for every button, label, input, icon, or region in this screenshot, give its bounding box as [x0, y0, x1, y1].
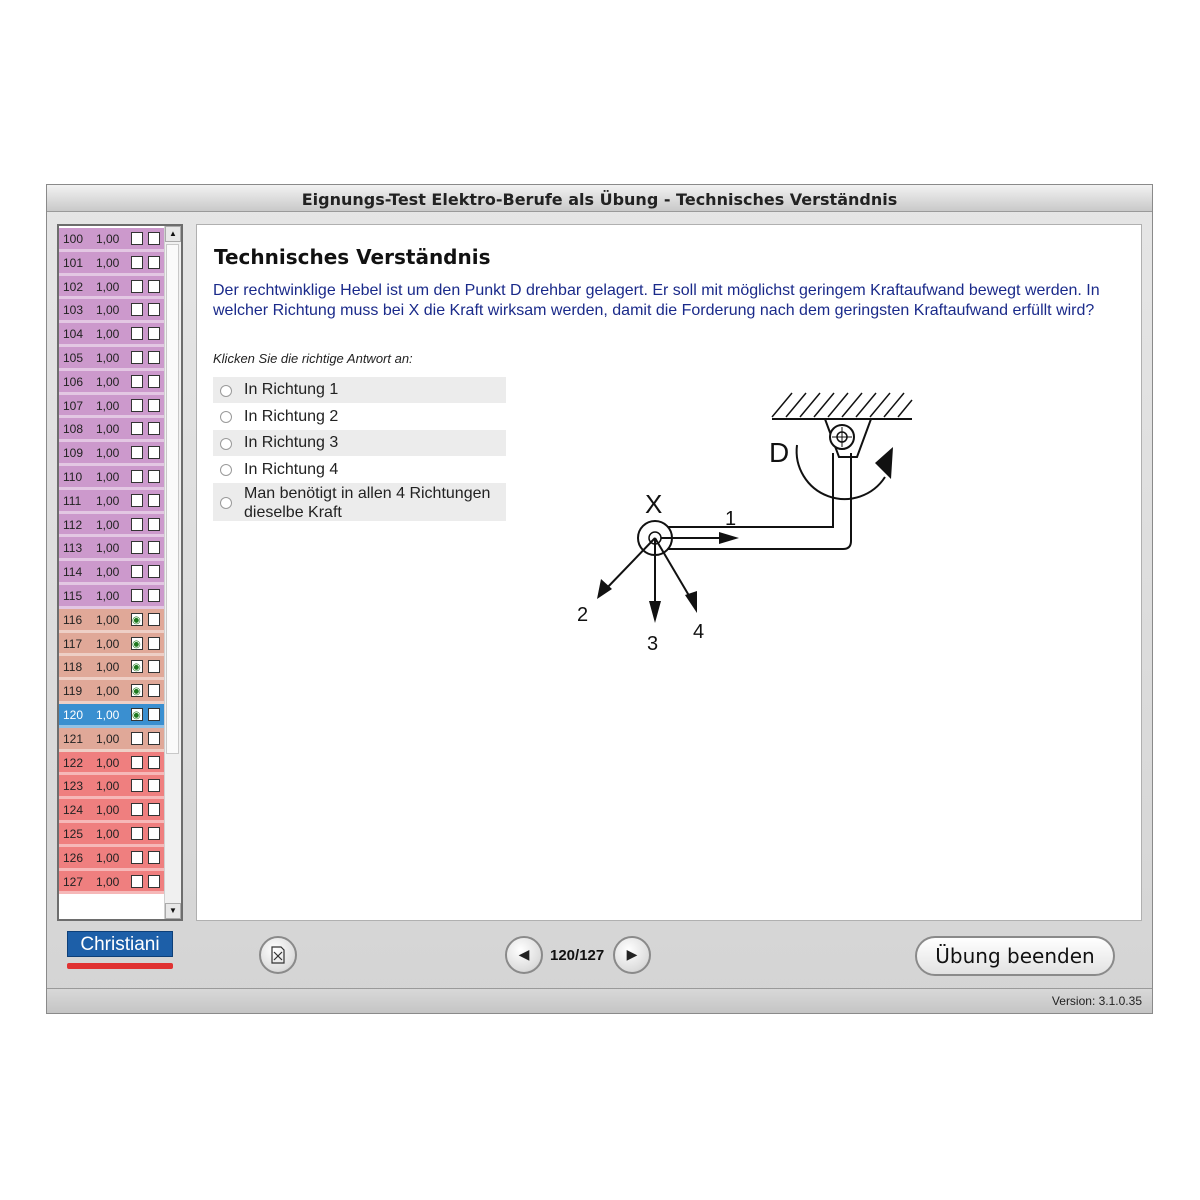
answer-status-box: [131, 327, 143, 340]
bottom-toolbar: [47, 925, 1152, 985]
question-number: 111: [63, 493, 82, 508]
question-score: 1,00: [96, 303, 120, 318]
answer-option-label: Man benötigt in allen 4 Richtungen dieselbe Kraft: [244, 485, 491, 521]
question-number: 113: [63, 541, 83, 556]
answer-status-box: [131, 232, 143, 245]
question-score: 1,00: [96, 350, 120, 365]
mark-checkbox[interactable]: [148, 256, 160, 269]
eye-icon: ◉: [132, 614, 141, 626]
answer-status-box: [131, 803, 143, 816]
mark-checkbox[interactable]: [148, 565, 160, 578]
question-score: 1,00: [96, 850, 120, 865]
question-list-row[interactable]: [59, 323, 165, 347]
question-score: 1,00: [96, 541, 120, 556]
lever-outer-edge: [655, 453, 851, 549]
triangle-right-icon: ▶: [626, 946, 638, 962]
mark-checkbox[interactable]: [148, 803, 160, 816]
question-number: 112: [63, 517, 83, 532]
question-score: 1,00: [96, 779, 120, 794]
lever-inner-edge: [655, 453, 833, 527]
answer-status-box: [131, 732, 143, 745]
answer-status-box: [131, 541, 143, 554]
radio-button[interactable]: [220, 438, 232, 450]
viewed-status-box: [131, 613, 143, 626]
question-number: 125: [63, 826, 84, 841]
question-score: 1,00: [96, 446, 120, 461]
answer-status-box: [131, 589, 143, 602]
question-score: 1,00: [96, 469, 120, 484]
question-score: 1,00: [96, 826, 120, 841]
viewed-status-box: [131, 708, 143, 721]
app-window: [46, 184, 1153, 1014]
answer-status-box: [131, 303, 143, 316]
question-score: 1,00: [96, 232, 120, 246]
question-score: 1,00: [96, 493, 120, 508]
eye-icon: ◉: [132, 709, 141, 721]
viewed-status-box: [131, 637, 143, 650]
question-number: 123: [63, 779, 84, 794]
question-list-row[interactable]: [59, 728, 165, 752]
question-list-row[interactable]: [59, 847, 165, 871]
question-list-row[interactable]: [59, 633, 165, 657]
question-number: 115: [63, 588, 83, 603]
question-list-row[interactable]: [59, 680, 165, 704]
answer-status-box: [131, 518, 143, 531]
question-list-row[interactable]: [59, 585, 165, 609]
question-number: 116: [63, 612, 83, 627]
mark-checkbox[interactable]: [148, 827, 160, 840]
answer-option[interactable]: [213, 430, 506, 456]
label-1: 1: [725, 508, 737, 530]
question-score: 1,00: [96, 588, 120, 603]
answer-status-box: [131, 446, 143, 459]
question-number: 127: [63, 874, 84, 889]
mark-checkbox[interactable]: [148, 851, 160, 864]
mark-checkbox[interactable]: [148, 375, 160, 388]
mark-checkbox[interactable]: [148, 470, 160, 483]
answer-status-box: [131, 875, 143, 888]
answer-option[interactable]: [213, 377, 506, 403]
lever-diagram: [567, 367, 927, 657]
answer-status-box: [131, 827, 143, 840]
question-number: 117: [63, 636, 83, 651]
question-list-row[interactable]: [59, 299, 165, 323]
question-score: 1,00: [96, 398, 120, 413]
question-list-scrollbar[interactable]: [164, 226, 181, 919]
question-score: 1,00: [96, 684, 120, 699]
triangle-left-icon: ◀: [518, 946, 530, 962]
answer-options: [213, 377, 506, 521]
christiani-logo: Christiani: [67, 931, 173, 957]
label-d: D: [769, 437, 790, 468]
question-number: 107: [63, 398, 84, 413]
question-number: 102: [63, 279, 84, 294]
answer-option-label: In Richtung 1: [244, 381, 339, 398]
question-list-row[interactable]: [59, 799, 165, 823]
mark-checkbox[interactable]: [148, 351, 160, 364]
question-panel: [196, 224, 1142, 921]
radio-button[interactable]: [220, 385, 232, 397]
next-question-button[interactable]: [613, 936, 651, 974]
question-rows: [59, 228, 165, 894]
answer-status-box: [131, 375, 143, 388]
scroll-up-button[interactable]: ▲: [165, 226, 181, 242]
radio-button[interactable]: [220, 464, 232, 476]
question-score: 1,00: [96, 874, 120, 889]
mark-checkbox[interactable]: [148, 518, 160, 531]
question-score: 1,00: [96, 612, 120, 627]
question-list-row[interactable]: [59, 252, 165, 276]
mark-checkbox[interactable]: [148, 779, 160, 792]
question-score: 1,00: [96, 255, 120, 270]
question-list-row[interactable]: [59, 371, 165, 395]
question-number: 124: [63, 803, 84, 818]
question-list-row[interactable]: [59, 561, 165, 585]
radio-button[interactable]: [220, 411, 232, 423]
answer-status-box: [131, 851, 143, 864]
question-number: 119: [63, 684, 83, 699]
answer-status-box: [131, 399, 143, 412]
logo-underline: [67, 963, 173, 969]
end-exercise-button[interactable]: Übung beenden: [915, 936, 1115, 976]
mark-checkbox[interactable]: [148, 708, 160, 721]
answer-status-box: [131, 422, 143, 435]
question-score: 1,00: [96, 565, 120, 580]
question-list-row[interactable]: [59, 347, 165, 371]
cancel-answer-button[interactable]: [259, 936, 297, 974]
question-number: 122: [63, 755, 84, 770]
question-number: 103: [63, 303, 84, 318]
label-3: 3: [647, 633, 659, 655]
question-list-row[interactable]: [59, 537, 165, 561]
question-list-row[interactable]: [59, 276, 165, 300]
mark-checkbox[interactable]: [148, 732, 160, 745]
answer-option[interactable]: [213, 403, 506, 430]
question-number: 101: [63, 255, 84, 270]
question-number: 120: [63, 707, 84, 722]
mark-checkbox[interactable]: [148, 303, 160, 316]
answer-status-box: [131, 351, 143, 364]
question-score: 1,00: [96, 660, 120, 675]
label-x: X: [645, 489, 663, 519]
instruction-text: Klicken Sie die richtige Antwort an:: [213, 351, 413, 366]
rotation-arc: [797, 445, 885, 499]
question-number: 118: [63, 660, 83, 675]
question-score: 1,00: [96, 636, 120, 651]
question-score: 1,00: [96, 374, 120, 389]
viewed-status-box: [131, 684, 143, 697]
question-list-row[interactable]: [59, 466, 165, 490]
mark-checkbox[interactable]: [148, 494, 160, 507]
status-bar: [47, 988, 1152, 1013]
answer-status-box: [131, 756, 143, 769]
mark-checkbox[interactable]: [148, 637, 160, 650]
eye-icon: ◉: [132, 686, 141, 698]
answer-option[interactable]: [213, 483, 506, 521]
question-text: Der rechtwinklige Hebel ist um den Punkt D drehbar gelagert. Er soll mit möglichst geringem Kraftaufwand bewegt werden. In welcher Richtung muss bei X die Kraft wirksam werden, damit die Forderung nach dem geringsten Kraftaufwand erfüllt wird?: [213, 282, 1100, 319]
question-list-row[interactable]: [59, 514, 165, 538]
mark-checkbox[interactable]: [148, 446, 160, 459]
question-list-row[interactable]: [59, 704, 165, 728]
rotation-arrowhead: [875, 447, 893, 479]
question-list: [57, 224, 183, 921]
question-number: 106: [63, 374, 84, 389]
arrow-direction-2-head: [597, 579, 612, 599]
question-list-row[interactable]: [59, 656, 165, 680]
mark-checkbox[interactable]: [148, 422, 160, 435]
answer-status-box: [131, 256, 143, 269]
eye-icon: ◉: [132, 638, 141, 650]
question-number: 104: [63, 327, 84, 342]
question-score: 1,00: [96, 803, 120, 818]
question-list-row[interactable]: [59, 775, 165, 799]
mark-checkbox[interactable]: [148, 613, 160, 626]
question-number: 114: [63, 565, 83, 580]
arrow-direction-3-head: [649, 601, 661, 623]
question-number: 100: [63, 232, 84, 246]
mark-checkbox[interactable]: [148, 660, 160, 673]
question-list-row[interactable]: [59, 228, 165, 252]
question-score: 1,00: [96, 707, 120, 722]
question-list-row[interactable]: [59, 442, 165, 466]
question-number: 121: [63, 731, 84, 746]
scroll-thumb[interactable]: [166, 244, 179, 754]
answer-option[interactable]: [213, 456, 506, 483]
question-list-row[interactable]: [59, 609, 165, 633]
mark-checkbox[interactable]: [148, 684, 160, 697]
version-label: Version: 3.1.0.35: [1051, 994, 1142, 1008]
question-score: 1,00: [96, 422, 120, 437]
answer-option-label: In Richtung 3: [244, 434, 339, 451]
answer-option-label: In Richtung 4: [244, 461, 339, 478]
label-2: 2: [577, 604, 589, 626]
answer-status-box: [131, 494, 143, 507]
previous-question-button[interactable]: [505, 936, 543, 974]
question-counter: 120/127: [550, 947, 605, 964]
question-list-row[interactable]: [59, 490, 165, 514]
question-list-row[interactable]: [59, 871, 165, 895]
question-list-row[interactable]: [59, 823, 165, 847]
mark-checkbox[interactable]: [148, 756, 160, 769]
arrow-direction-1-head: [719, 532, 739, 544]
question-score: 1,00: [96, 279, 120, 294]
question-heading: Technisches Verständnis: [214, 245, 491, 269]
question-number: 109: [63, 446, 84, 461]
mark-checkbox[interactable]: [148, 541, 160, 554]
question-score: 1,00: [96, 755, 120, 770]
question-score: 1,00: [96, 327, 120, 342]
scroll-down-button[interactable]: ▼: [165, 903, 181, 919]
question-number: 108: [63, 422, 84, 437]
radio-button[interactable]: [220, 497, 232, 509]
arrow-direction-2: [605, 538, 655, 590]
mark-checkbox[interactable]: [148, 327, 160, 340]
arrow-direction-4: [655, 538, 691, 599]
question-score: 1,00: [96, 731, 120, 746]
question-number: 105: [63, 350, 84, 365]
question-score: 1,00: [96, 517, 120, 532]
arrow-direction-4-head: [685, 591, 697, 613]
question-list-row[interactable]: [59, 418, 165, 442]
ceiling-hatching: [772, 393, 912, 417]
document-cancel-icon: [270, 946, 286, 964]
window-title: Eignungs-Test Elektro-Berufe als Übung - Technisches Verständnis: [47, 185, 1152, 212]
mark-checkbox[interactable]: [148, 875, 160, 888]
mark-checkbox[interactable]: [148, 589, 160, 602]
label-4: 4: [693, 621, 705, 643]
question-list-row[interactable]: [59, 752, 165, 776]
mark-checkbox[interactable]: [148, 280, 160, 293]
answer-status-box: [131, 280, 143, 293]
question-number: 126: [63, 850, 84, 865]
viewed-status-box: [131, 660, 143, 673]
mark-checkbox[interactable]: [148, 232, 160, 245]
answer-option-label: In Richtung 2: [244, 408, 339, 425]
answer-status-box: [131, 779, 143, 792]
eye-icon: ◉: [132, 662, 141, 674]
answer-status-box: [131, 565, 143, 578]
question-number: 110: [63, 469, 83, 484]
mark-checkbox[interactable]: [148, 399, 160, 412]
answer-status-box: [131, 470, 143, 483]
question-list-row[interactable]: [59, 395, 165, 419]
